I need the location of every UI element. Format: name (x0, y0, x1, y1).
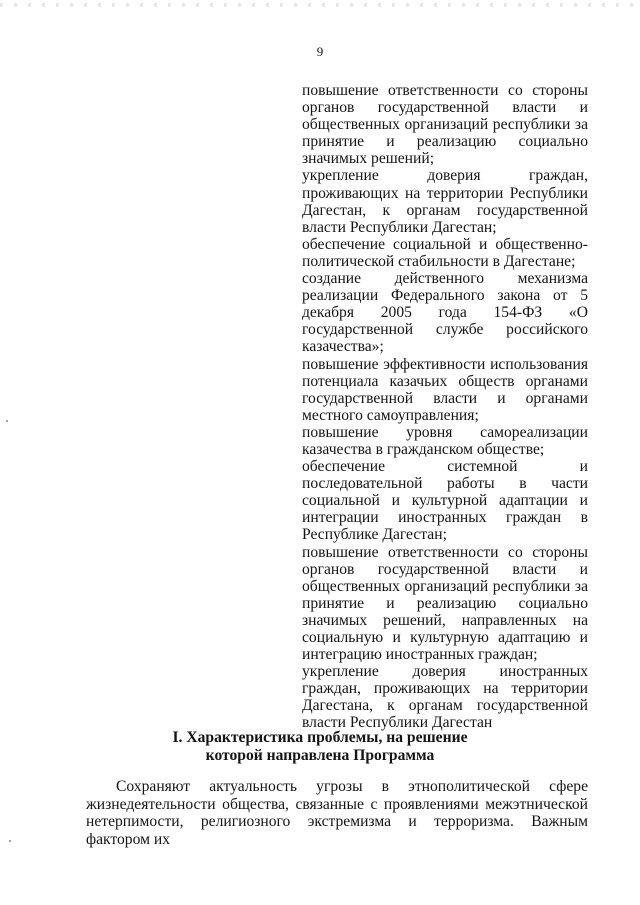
goal-item: повышение уровня самореализации казачества в гражданском обществе; (302, 423, 588, 458)
goal-item: обеспечение социальной и общественно-политической стабильности в Дагестане; (302, 235, 588, 270)
section-heading-line-2: которой направлена Программа (205, 747, 435, 764)
section-heading-line-1: I. Характеристика проблемы, на решение (172, 729, 468, 746)
scan-speck (9, 840, 11, 842)
goal-item: обеспечение системной и последовательной работы в части социальной и культурной адаптации и интеграции иностранных граждан в Республике Дагестан; (302, 458, 588, 544)
goals-list (302, 82, 588, 732)
page-number: 9 (316, 44, 324, 59)
scan-artifact-top (0, 3, 640, 7)
goal-item: укрепление доверия иностранных граждан, проживающих на территории Дагестана, к органам государственной власти Республики Дагестан (302, 663, 588, 732)
goal-item: повышение ответственности со стороны органов государственной власти и общественных организаций республики за принятие и реализацию социально значимых решений, направленных на социальную и культурную адаптацию и интеграцию иностранных граждан; (302, 543, 588, 664)
goal-item: создание действенного механизма реализации Федерального закона от 5 декабря 2005 года 154-ФЗ «О государственной службе российского казачества»; (302, 270, 588, 356)
body-paragraph: Сохраняют актуальность угрозы в этнополитической сфере жизнедеятельности общества, связанные с проявлениями межэтнической нетерпимости, религиозного экстремизма и терроризма. Важным фактором их (86, 778, 588, 848)
goal-item: укрепление доверия граждан, проживающих на территории Республики Дагестан, к органам государственной власти Республики Дагестан; (302, 167, 588, 236)
goal-item: повышение ответственности со стороны органов государственной власти и общественных организаций республики за принятие и реализацию социально значимых решений; (302, 82, 588, 168)
goal-item: повышение эффективности использования потенциала казачьих обществ органами государственной власти и органами местного самоуправления; (302, 355, 588, 424)
section-heading (0, 729, 640, 765)
scan-speck (6, 420, 8, 422)
